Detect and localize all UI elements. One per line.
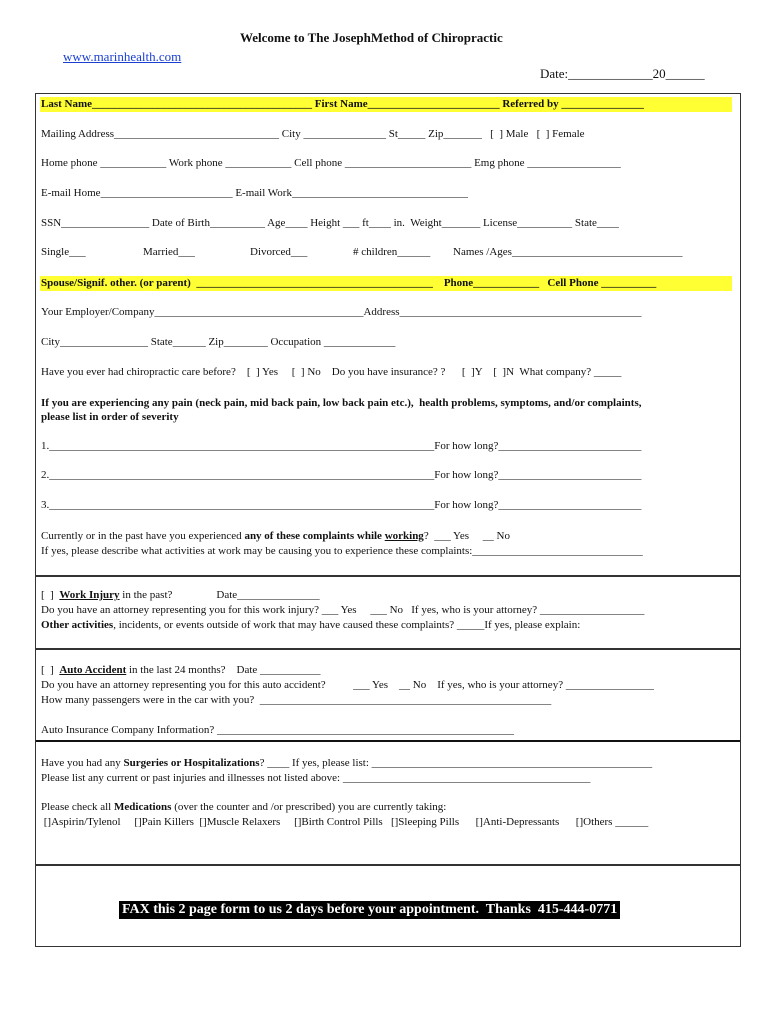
medications-text: Please check all (41, 801, 114, 813)
surgeries-rest: ? ____ If yes, please list: ___________________________________________________ (259, 757, 653, 769)
married-field[interactable]: Married___ (143, 246, 195, 258)
work-injury-date: in the past? Date_______________ (119, 589, 320, 601)
complaint-1[interactable]: 1.______________________________________________________________________For how long?__________________________ (41, 440, 642, 452)
email-line[interactable]: E-mail Home________________________ E-mail Work________________________________ (41, 187, 468, 199)
complaint-3[interactable]: 3.______________________________________________________________________For how long?__________________________ (41, 499, 642, 511)
work-injury-line[interactable] (41, 589, 320, 601)
work-question-underline: working (384, 530, 424, 542)
auto-accident-date: in the last 24 months? Date ___________ (126, 664, 321, 676)
other-activities-label: Other activities (41, 619, 114, 631)
city-line[interactable]: City________________ State______ Zip________ Occupation _____________ (41, 336, 396, 348)
spouse-line[interactable]: Spouse/Signif. other. (or parent) ___________________________________________ Phone____________ Cell Phone __________ (41, 277, 657, 289)
surgeries-line[interactable] (41, 757, 652, 769)
divorced-field[interactable]: Divorced___ (250, 246, 308, 258)
work-question-answer: ? ___ Yes __ No (423, 530, 510, 542)
surgeries-text: Have you had any (41, 757, 124, 769)
chiro-care-line[interactable]: Have you ever had chiropractic care before? [ ] Yes [ ] No Do you have insurance? ? [ ]Y [ ]N What company? _____ (41, 366, 622, 378)
ssn-line[interactable]: SSN________________ Date of Birth__________ Age____ Height ___ ft____ in. Weight_______ License__________ State____ (41, 217, 619, 229)
work-injury-checkbox[interactable]: [ ] (41, 589, 54, 601)
auto-insurance-line[interactable]: Auto Insurance Company Information? ______________________________________________________ (41, 724, 514, 736)
work-question-bold: any of these complaints while (244, 530, 385, 542)
complaints-intro-1: If you are experiencing any pain (neck pain, mid back pain, low back pain etc.), health problems, symptoms, and/or complaints, (41, 397, 642, 409)
work-complaints-line[interactable] (41, 530, 510, 542)
complaint-2[interactable]: 2.______________________________________________________________________For how long?__________________________ (41, 469, 642, 481)
divider (36, 740, 740, 742)
medications-bold: Medications (114, 801, 172, 813)
work-describe-line[interactable]: If yes, please describe what activities at work may be causing you to experience these complaints:_______________________________ (41, 545, 643, 557)
website-link[interactable]: www.marinhealth.com (63, 49, 182, 64)
mailing-line[interactable]: Mailing Address______________________________ City _______________ St_____ Zip_______ [ ] Male [ ] Female (41, 128, 585, 140)
work-attorney-line[interactable]: Do you have an attorney representing you for this work injury? ___ Yes ___ No If yes, who is your attorney? ___________________ (41, 604, 645, 616)
fax-banner: FAX this 2 page form to us 2 days before your appointment. Thanks 415-444-0771 (119, 901, 620, 919)
surgeries-bold: Surgeries or Hospitalizations (123, 757, 260, 769)
date-field[interactable]: Date:_____________20______ (540, 66, 705, 81)
complaints-intro-2: please list in order of severity (41, 411, 179, 423)
phone-line[interactable]: Home phone ____________ Work phone ____________ Cell phone _______________________ Emg phone _________________ (41, 157, 621, 169)
auto-accident-label: Auto Accident (59, 664, 127, 676)
auto-attorney-line[interactable]: Do you have an attorney representing you for this auto accident? ___ Yes __ No If yes, who is your attorney? ________________ (41, 679, 654, 691)
name-line[interactable]: Last Name________________________________________ First Name________________________ Referred by _______________ (41, 98, 644, 110)
medications-rest: (over the counter and /or prescribed) you are currently taking: (171, 801, 447, 813)
auto-accident-checkbox[interactable]: [ ] (41, 664, 54, 676)
other-activities-line[interactable] (41, 619, 580, 631)
work-injury-label: Work Injury (59, 589, 120, 601)
medications-line (41, 801, 446, 813)
other-activities-text: , incidents, or events outside of work that may have caused these complaints? _____If yes, please explain: (113, 619, 581, 631)
auto-accident-line[interactable] (41, 664, 321, 676)
passengers-line[interactable]: How many passengers were in the car with you? _____________________________________________________ (41, 694, 552, 706)
single-field[interactable]: Single___ (41, 246, 86, 258)
children-field[interactable]: # children______ (353, 246, 431, 258)
employer-line[interactable]: Your Employer/Company______________________________________Address____________________________________________ (41, 306, 642, 318)
names-ages-field[interactable]: Names /Ages_______________________________ (453, 246, 683, 258)
page-title: Welcome to The JosephMethod of Chiropractic (240, 30, 503, 45)
work-question-text: Currently or in the past have you experienced (41, 530, 245, 542)
injuries-line[interactable]: Please list any current or past injuries and illnesses not listed above: _____________________________________________ (41, 772, 591, 784)
medication-options[interactable]: []Aspirin/Tylenol []Pain Killers []Muscle Relaxers []Birth Control Pills []Sleeping Pills []Anti-Depressants []Others ______ (41, 816, 649, 828)
